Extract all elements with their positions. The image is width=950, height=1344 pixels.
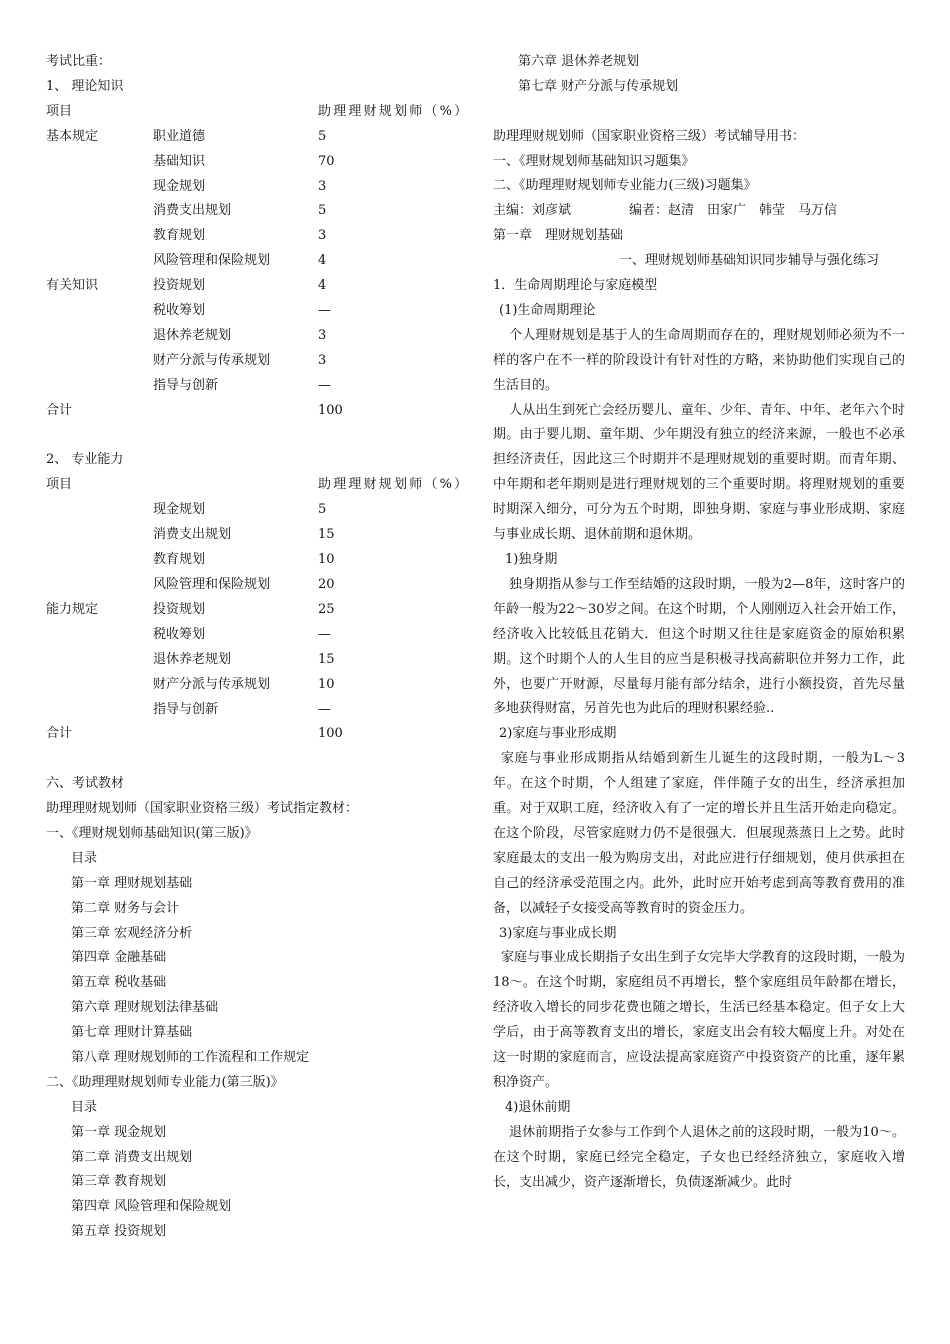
point-heading: 1．生命周期理论与家庭模型	[493, 278, 658, 294]
row-pct: 3	[318, 178, 327, 194]
row-pct: 5	[318, 128, 327, 144]
table-total-row	[46, 399, 466, 424]
row-name: 消费支出规划	[153, 527, 232, 543]
row-name: 职业道德	[153, 128, 206, 144]
row-pct: 25	[318, 601, 335, 617]
row-name: 投资规划	[153, 601, 206, 617]
chapter-item: 第一章 理财规划基础	[71, 875, 193, 891]
chapter-item: 第六章 退休养老规划	[518, 54, 640, 69]
chapter-item: 第五章 投资规划	[71, 1224, 167, 1240]
row-name: 退休养老规划	[153, 327, 232, 343]
row-name: 风险管理和保险规划	[153, 253, 271, 269]
stage-heading: 1)独身期	[505, 551, 558, 567]
row-pct: 4	[318, 253, 327, 269]
row-name: 现金规划	[153, 502, 206, 518]
row-pct: —	[318, 626, 331, 642]
row-pct: 15	[318, 527, 335, 543]
row-pct: 3	[318, 352, 327, 368]
row-pct: 5	[318, 502, 327, 518]
credits-line	[493, 199, 905, 224]
ability-table	[46, 473, 470, 747]
row-name: 投资规划	[153, 278, 206, 294]
table-header-row	[46, 473, 466, 498]
row-name: 税收筹划	[153, 303, 206, 319]
stage-heading: 4)退休前期	[505, 1099, 571, 1115]
chapter-item: 第一章 现金规划	[71, 1124, 167, 1140]
row-name: 财产分派与传承规划	[153, 352, 271, 368]
chapter-item: 第七章 财产分派与传承规划	[518, 78, 679, 94]
guide-book-1: 一、《理财规划师基础知识习题集》	[493, 153, 695, 169]
book1-toc: 目录	[71, 850, 98, 866]
table-row	[46, 175, 466, 200]
row-pct: 15	[318, 651, 335, 667]
paragraph: 人从出生到死亡会经历婴儿、童年、少年、青年、中年、老年六个时期。由于婴儿期、童年期、少年期没有独立的经济来源，一般也不必承担经济责任，因此这三个时期并不是理财规划的重要时期。而青年期、中年期和老年期则是进行理财规划的三个重要时期。将理财规划的重要时期深入细分，可分为五个时期，即独身期、家庭与事业形成期、家庭与事业成长期、退休前期和退休期。	[493, 402, 905, 543]
guide-title: 助理理财规划师（国家职业资格三级）考试辅导用书：	[493, 128, 806, 144]
chapter-item: 第六章 理财规划法律基础	[71, 1000, 219, 1016]
row-pct: 3	[318, 327, 327, 343]
sub-heading: (1)生命周期理论	[499, 302, 596, 318]
row-name: 教育规划	[153, 228, 206, 244]
col-item-header: 项目	[46, 103, 73, 119]
total-value: 100	[318, 402, 343, 418]
row-name: 基础知识	[153, 153, 206, 169]
chapter-heading: 第一章 理财规划基础	[493, 228, 624, 244]
row-pct: —	[318, 303, 331, 319]
chapter-item: 第七章 理财计算基础	[71, 1025, 193, 1041]
row-name: 指导与创新	[153, 377, 219, 393]
stage-heading: 2)家庭与事业形成期	[499, 726, 617, 742]
book1-title: 一、《理财规划师基础知识(第三版)》	[46, 825, 258, 841]
chapter-item: 第四章 风险管理和保险规划	[71, 1199, 232, 1215]
materials-intro: 助理理财规划师（国家职业资格三级）考试指定教材：	[46, 801, 359, 817]
row-pct: 70	[318, 153, 335, 169]
chapter-item: 第三章 宏观经济分析	[71, 925, 193, 941]
row-name: 税收筹划	[153, 626, 206, 642]
row-pct: 20	[318, 576, 335, 592]
col-item-header: 项目	[46, 477, 73, 493]
table-total-row	[46, 722, 466, 747]
paragraph: 家庭与事业成长期指子女出生到子女完毕大学教育的这段时期，一般为18～。在这个时期，家庭组员不再增长，整个家庭组员年龄都在增长，经济收入增长的同步花费也随之增长，生活已经基本稳定。但子女上大学后，由于高等教育支出的增长，家庭支出会有较大幅度上升。对处在这一时期的家庭而言，应设法提高家庭资产中投资资产的比重，逐年累积净资产。	[493, 950, 905, 1091]
group-related: 有关知识	[46, 278, 99, 294]
theory-heading: 1、 理论知识	[46, 78, 124, 94]
book2-title: 二、《助理理财规划师专业能力(第三版)》	[46, 1074, 284, 1090]
row-name: 消费支出规划	[153, 203, 232, 219]
paragraph: 退休前期指子女参与工作到个人退休之前的这段时期，一般为10～。在这个时期，家庭已经完全稳定，子女也已经经济独立，家庭收入增长，支出减少，资产逐渐增长，负债逐渐减少。此时	[493, 1124, 905, 1190]
paragraph: 个人理财规划是基于人的生命周期而存在的，理财规划师必须为不一样的客户在不一样的阶段设计有针对性的方略，来协助他们实现自己的生活目的。	[493, 327, 905, 393]
row-name: 现金规划	[153, 178, 206, 194]
chapter-item: 第二章 财务与会计	[71, 900, 180, 916]
chapter-item: 第八章 理财规划师的工作流程和工作规定	[71, 1050, 310, 1065]
chapter-item: 第五章 税收基础	[71, 975, 167, 991]
total-value: 100	[318, 726, 343, 742]
row-pct: —	[318, 701, 331, 717]
table-row	[46, 125, 466, 150]
authors: 编者：赵清 田家广 韩莹 马万信	[629, 203, 838, 219]
table-row	[46, 498, 466, 523]
row-name: 风险管理和保险规划	[153, 576, 271, 592]
guide-book-2: 二、《助理理财规划师专业能力(三级)习题集》	[493, 178, 757, 194]
materials-heading: 六、考试教材	[46, 776, 125, 792]
chapter-item: 第二章 消费支出规划	[71, 1149, 193, 1165]
row-pct: 10	[318, 676, 335, 692]
col-pct-header: 助理理财规划师（%）	[318, 477, 470, 493]
row-pct: 10	[318, 552, 335, 568]
paragraph: 家庭与事业形成期指从结婚到新生儿诞生的这段时期，一般为L～3年。在这个时期，个人组建了家庭，伴伴随子女的出生，经济承担加重。对于双职工庭，经济收入有了一定的增长并且生活开始走向稳定。在这个阶段，尽管家庭财力仍不是很强大．但展现蒸蒸日上之势。此时家庭最太的支出一般为购房支出，对此应进行仔细规划，使月供承担在自己的经济承受范围之内。此外，此时应开始考虑到高等教育费用的准备，以减轻子女接受高等教育时的资金压力。	[493, 751, 905, 916]
total-label: 合计	[46, 402, 73, 418]
col-pct-header: 助理理财规划师（%）	[318, 103, 470, 119]
book2-toc: 目录	[71, 1099, 98, 1115]
row-name: 财产分派与传承规划	[153, 676, 271, 692]
stage-heading: 3)家庭与事业成长期	[499, 925, 617, 941]
row-pct: 3	[318, 228, 327, 244]
exam-weight-title: 考试比重：	[46, 54, 112, 69]
total-label: 合计	[46, 726, 73, 742]
table-header-row	[46, 100, 466, 125]
chapter-item: 第四章 金融基础	[71, 950, 167, 966]
row-pct: 4	[318, 278, 327, 294]
editor: 主编：刘彦斌	[493, 203, 572, 219]
row-name: 退休养老规划	[153, 651, 232, 667]
ability-heading: 2、 专业能力	[46, 452, 124, 468]
row-name: 教育规划	[153, 552, 206, 568]
group-basic: 基本规定	[46, 128, 99, 144]
chapter-item: 第三章 教育规划	[71, 1174, 167, 1190]
theory-table	[46, 100, 470, 424]
row-name: 指导与创新	[153, 701, 219, 717]
right-column	[493, 50, 905, 1196]
section-title: 一、理财规划师基础知识同步辅导与强化练习	[619, 253, 880, 269]
group-ability: 能力规定	[46, 601, 99, 617]
row-pct: —	[318, 377, 331, 393]
paragraph: 独身期指从参与工作至结婚的这段时期，一般为2—8年，这时客户的年龄一般为22～30岁之间。在这个时期，个人刚刚迈入社会开始工作，经济收入比较低且花销大．但这个时期又往往是家庭资金的原始积累期。这个时期个人的人生目的应当是积极寻找高薪职位并努力工作，此外，也要广开财源，尽量每月能有部分结余，进行小额投资，首先尽量多地获得财富，另首先也为此后的理财积累经验..	[493, 576, 905, 717]
left-column	[46, 50, 470, 1245]
row-pct: 5	[318, 203, 327, 219]
